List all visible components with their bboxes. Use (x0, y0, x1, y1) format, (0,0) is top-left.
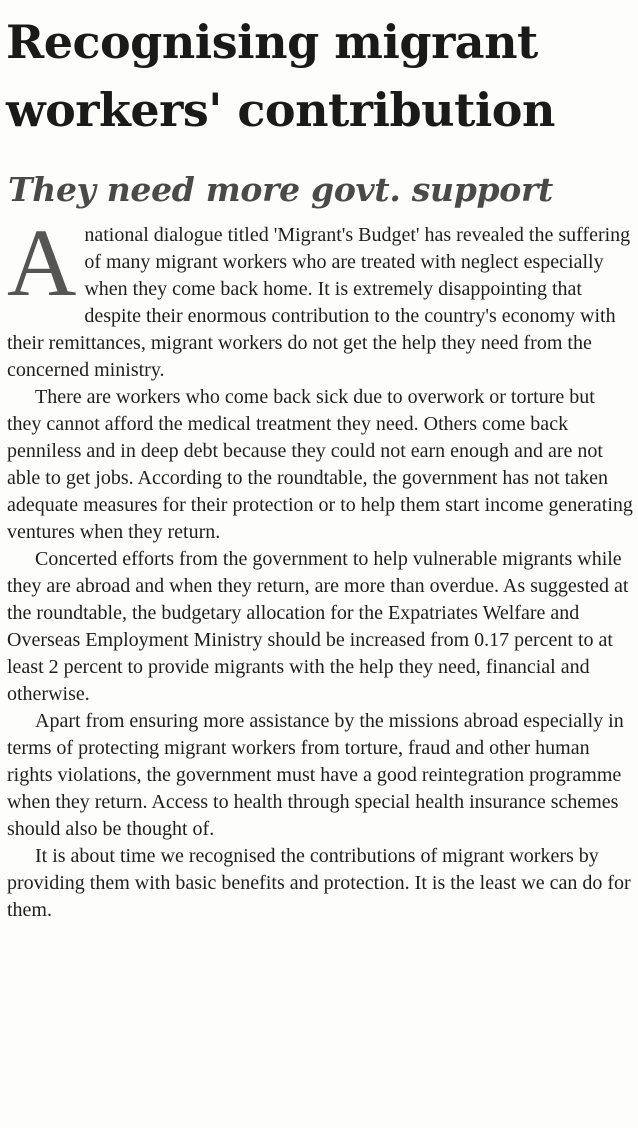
subheading: They need more govt. support (8, 170, 553, 209)
lead-paragraph-text: national dialogue titled 'Migrant's Budget' has revealed the suffering of many migrant workers who are treated with neglect especially when they come back home. It is extremely disappointing that despite their enormous contribution to the country's economy with their remittances, migrant workers do not get the help they need from the concerned ministry. (7, 224, 631, 381)
lead-paragraph (7, 209, 633, 384)
headline: Recognising migrant workers' contribution (6, 15, 555, 137)
paragraph: It is about time we recognised the contributions of migrant workers by providing them with basic benefits and protection. It is the least we can do for them. (7, 845, 631, 921)
article-body (7, 209, 633, 924)
paragraph: Apart from ensuring more assistance by the missions abroad especially in terms of protecting migrant workers from torture, fraud and other human rights violations, the government must have a good reintegration programme when they return. Access to health through special health insurance schemes should also be thought of. (7, 710, 624, 840)
paragraph: There are workers who come back sick due to overwork or torture but they cannot afford the medical treatment they need. Others come back penniless and in deep debt because they could not earn enough and are not able to get jobs. According to the roundtable, the government has not taken adequate measures for their protection or to help them start income generating ventures when they return. (7, 386, 633, 543)
drop-cap: A (7, 209, 77, 316)
paragraph: Concerted efforts from the government to help vulnerable migrants while they are abroad and when they return, are more than overdue. As suggested at the roundtable, the budgetary allocation for the Expatriates Welfare and Overseas Employment Ministry should be increased from 0.17 percent to at least 2 percent to provide migrants with the help they need, financial and otherwise. (7, 548, 629, 705)
